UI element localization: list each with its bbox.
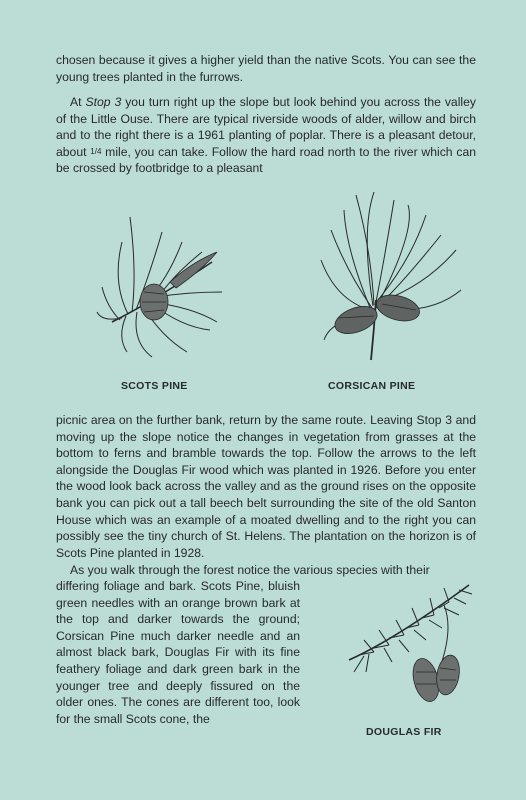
- corsican-pine-illustration: [316, 190, 466, 365]
- paragraph-2: [56, 94, 476, 177]
- paragraph-3: picnic area on the further bank, return by the same route. Leaving Stop 3 and moving up the slope notice the changes in vegetation from grasses at the bottom to ferns and bramble towards the top. Follow the arrows to the left alongside the Douglas Fir wood which was planted in 1926. Before you enter the wood look back across the valley and as the ground rises on the opposite bank you can pick out a tall beech belt surrounding the site of the old Santon House which was an example of a moated dwelling and to the right you can possibly see the tiny church of St. Helens. The plantation on the horizon is of Scots Pine planted in 1928.: [56, 413, 476, 560]
- stop-3-text: Stop 3: [85, 95, 122, 109]
- douglas-fir-illustration: [344, 580, 474, 725]
- paragraph-2-c: mile, you can take. Follow the hard road north to the river which can be crossed by footbridge to a pleasant: [56, 144, 476, 176]
- paragraph-1: chosen because it gives a higher yield than the native Scots. You can see the young trees planted in the furrows.: [56, 53, 476, 84]
- caption-douglas-fir: DOUGLAS FIR: [366, 726, 442, 738]
- caption-scots-pine: SCOTS PINE: [121, 380, 188, 392]
- caption-corsican-pine: CORSICAN PINE: [328, 380, 416, 392]
- paragraph-4-first-line: As you walk through the forest notice the various species with their: [70, 563, 430, 577]
- scots-pine-illustration: [92, 212, 232, 362]
- paragraph-2-a: At: [70, 95, 86, 109]
- paragraph-2-b: you turn right up the slope but look behind you across the valley of the Little Ouse. There are typical riverside woods of alder, willow and birch and to the right there is a 1961 planting of poplar. There is a pleasant detour, about: [56, 95, 477, 159]
- paragraph-4-body: differing foliage and bark. Scots Pine, bluish green needles with an orange brown bark at the top and darker towards the ground; Corsican Pine much darker needle and an almost black bark, Douglas Fir with its fine feathery foliage and dark green bark in the younger tree and deeply fissured on the older ones. The cones are different too, look for the small Scots cone, the: [56, 579, 300, 726]
- quarter-fraction: 1/4: [90, 146, 102, 156]
